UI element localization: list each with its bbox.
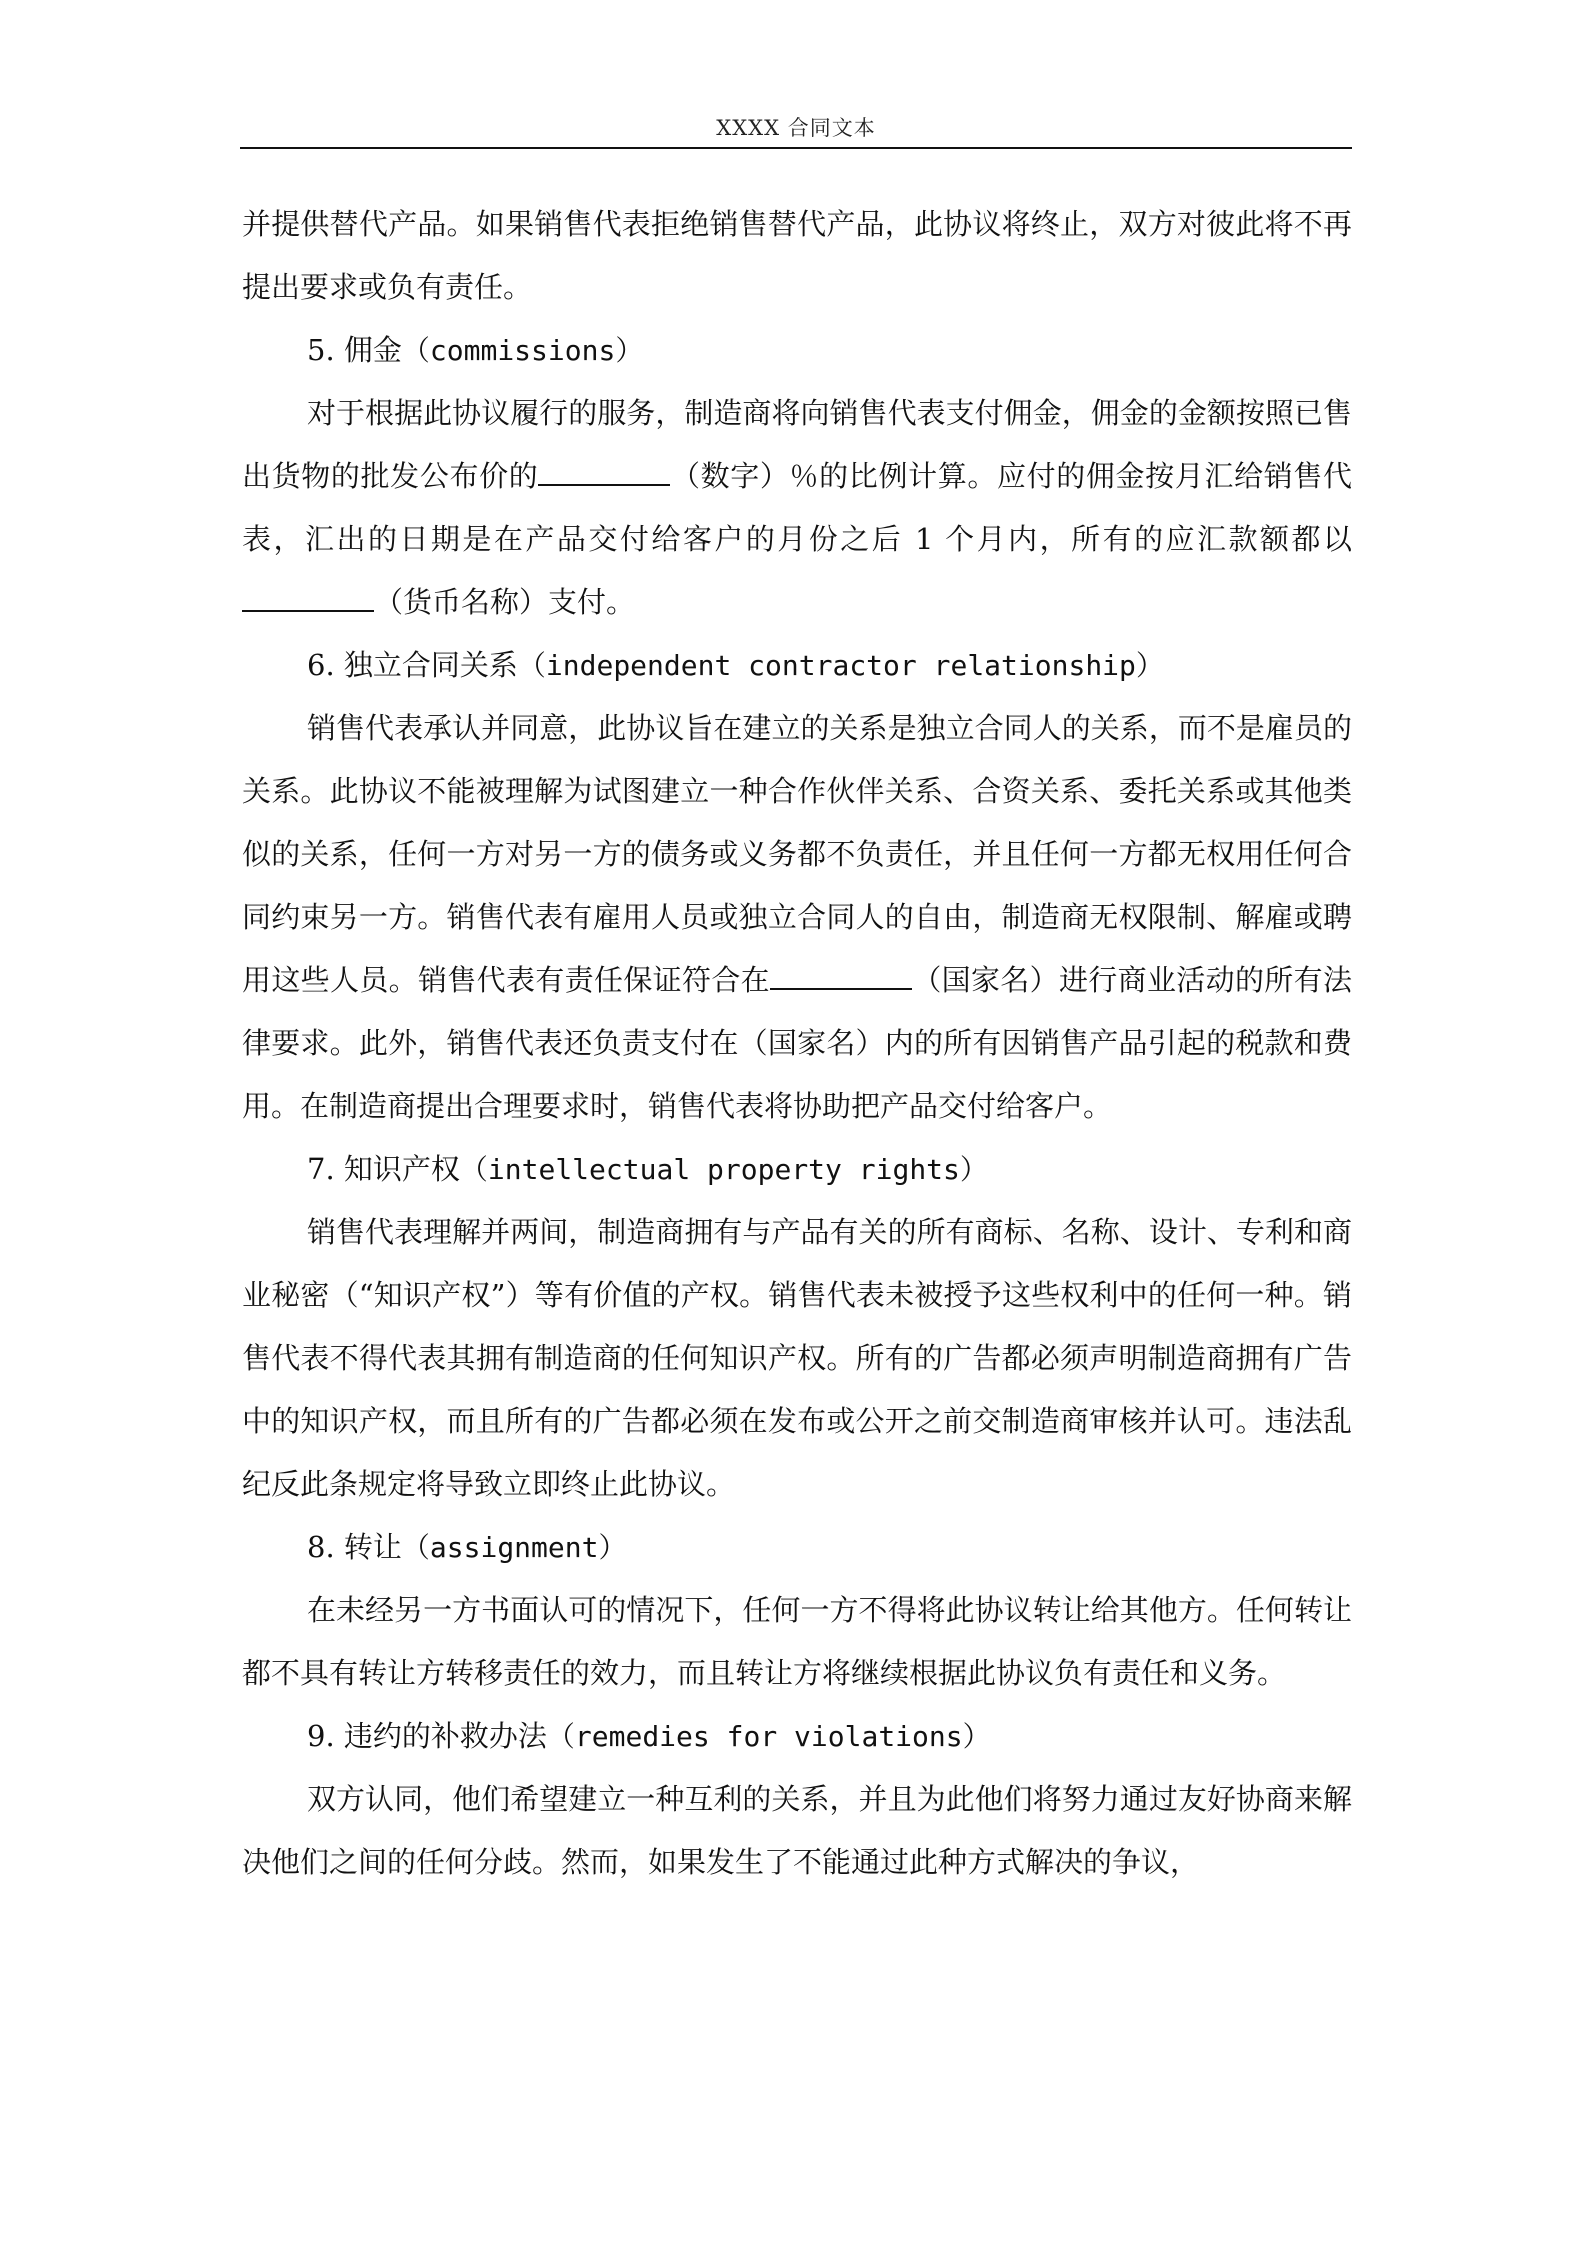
section-8-heading-en: （assignment） (401, 1531, 627, 1564)
document-body (242, 193, 1352, 1894)
section-5-text-a: 对于根据此协议履行的服务，制造商将向销售代表支付佣金，佣金的金额按照已售出货物的批发公布价的 (242, 396, 1352, 493)
section-6-heading-cn: 6. 独立合同关系 (307, 648, 518, 682)
section-5-paragraph (242, 382, 1352, 634)
section-8-paragraph: 在未经另一方书面认可的情况下，任何一方不得将此协议转让给其他方。任何转让都不具有转让方转移责任的效力，而且转让方将继续根据此协议负有责任和义务。 (242, 1593, 1352, 1690)
section-7-heading-en: （intellectual property rights） (459, 1153, 988, 1186)
section-9-heading-cn: 9. 违约的补救办法 (307, 1719, 547, 1753)
country-name-blank (770, 960, 912, 990)
section-9-heading (242, 1705, 1352, 1768)
section-6-heading (242, 634, 1352, 697)
page-header-title: XXXX 合同文本 (716, 116, 876, 140)
section-7-heading-cn: 7. 知识产权 (307, 1152, 460, 1186)
section-8-heading-cn: 8. 转让 (307, 1530, 402, 1564)
section-5-text-c: （货币名称）支付。 (374, 585, 636, 619)
section-5-heading (242, 319, 1352, 382)
section-8-heading (242, 1516, 1352, 1579)
header-divider (240, 147, 1352, 149)
commission-rate-blank (538, 456, 670, 486)
section-6-heading-en: （independent contractor relationship） (517, 649, 1164, 682)
section-7-heading (242, 1138, 1352, 1201)
section-5-heading-cn: 5. 佣金 (307, 333, 402, 367)
continuation-paragraph: 并提供替代产品。如果销售代表拒绝销售替代产品，此协议将终止，双方对彼此将不再提出要求或负有责任。 (242, 207, 1352, 304)
section-6-text-b: （国家名）进行商业活动的所有法律要求。此外，销售代表还负责支付在（国家名）内的所有因销售产品引起的税款和费用。在制造商提出合理要求时，销售代表将协助把产品交付给客户。 (242, 963, 1352, 1123)
section-5-text-b: （数字）％的比例计算。应付的佣金按月汇给销售代表，汇出的日期是在产品交付给客户的月份之后 1 个月内，所有的应汇款额都以 (242, 459, 1352, 556)
currency-name-blank (242, 582, 374, 612)
section-9-heading-en: （remedies for violations） (546, 1720, 991, 1753)
section-6-paragraph (242, 697, 1352, 1138)
section-6-text-a: 销售代表承认并同意，此协议旨在建立的关系是独立合同人的关系，而不是雇员的关系。此协议不能被理解为试图建立一种合作伙伴关系、合资关系、委托关系或其他类似的关系，任何一方对另一方的债务或义务都不负责任，并且任何一方都无权用任何合同约束另一方。销售代表有雇用人员或独立合同人的自由，制造商无权限制、解雇或聘用这些人员。销售代表有责任保证符合在 (242, 711, 1352, 997)
section-9-paragraph: 双方认同，他们希望建立一种互利的关系，并且为此他们将努力通过友好协商来解决他们之间的任何分歧。然而，如果发生了不能通过此种方式解决的争议， (242, 1782, 1352, 1879)
section-7-paragraph: 销售代表理解并两间，制造商拥有与产品有关的所有商标、名称、设计、专利和商业秘密（“知识产权”）等有价值的产权。销售代表未被授予这些权利中的任何一种。销售代表不得代表其拥有制造商的任何知识产权。所有的广告都必须声明制造商拥有广告中的知识产权，而且所有的广告都必须在发布或公开之前交制造商审核并认可。违法乱纪反此条规定将导致立即终止此协议。 (242, 1215, 1352, 1501)
section-5-heading-en: （commissions） (401, 334, 644, 367)
